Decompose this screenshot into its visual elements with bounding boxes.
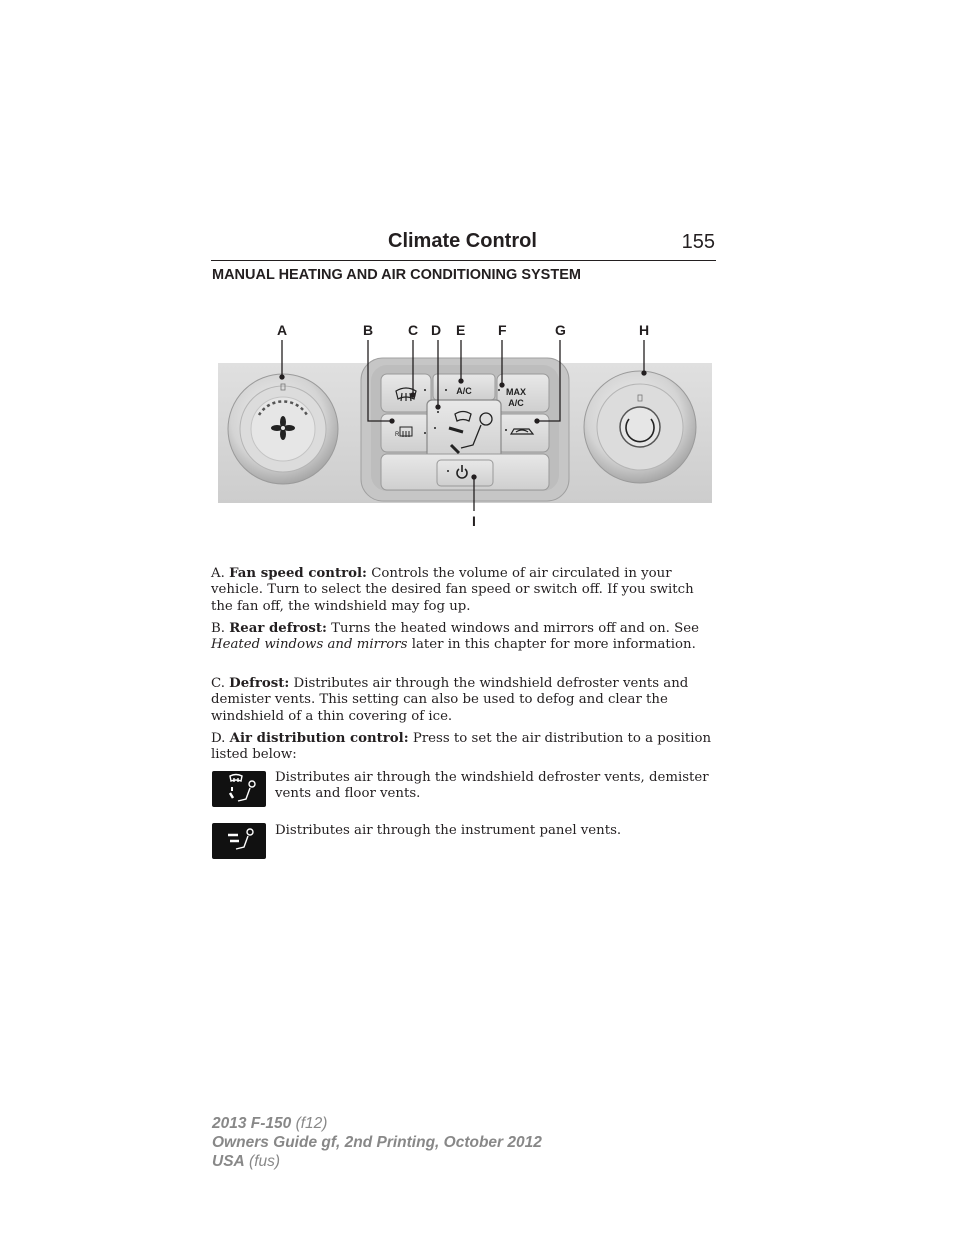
fan-speed-knob	[228, 374, 338, 484]
footer-market-code: (fus)	[249, 1153, 281, 1170]
max-ac-label-line1: MAX	[506, 387, 526, 397]
page-header	[211, 228, 716, 261]
item-fan-speed	[211, 566, 716, 615]
callout-i: I	[472, 513, 476, 529]
page-number: 155	[681, 231, 715, 253]
item-c-term: Defrost:	[229, 676, 290, 691]
panel-vent-icon	[212, 823, 266, 859]
item-rear-defrost	[211, 621, 716, 654]
callout-f: F	[498, 322, 507, 338]
mode-panel-vent-text: Distributes air through the instrument panel vents.	[275, 823, 622, 838]
footer-model-code: (f12)	[295, 1115, 328, 1132]
item-a-text: Controls the volume of air circulated in your vehicle. Turn to select the desired fan speed or switch off. If you switch the fan off, the windshield may fog up.	[211, 566, 694, 614]
footer-market: USA	[212, 1153, 245, 1170]
callout-g: G	[555, 322, 566, 338]
item-b-prefix: B.	[211, 621, 225, 636]
ac-label: A/C	[456, 386, 472, 396]
item-air-distribution	[211, 731, 716, 764]
footer-line-2: Owners Guide gf, 2nd Printing, October 2012	[212, 1134, 542, 1151]
control-panel-illustration	[211, 315, 716, 535]
section-heading: MANUAL HEATING AND AIR CONDITIONING SYSTEM	[212, 267, 581, 283]
callout-a: A	[277, 322, 288, 338]
footer-line-1	[212, 1114, 542, 1133]
callout-b: B	[363, 322, 374, 338]
callout-h: H	[639, 322, 650, 338]
item-d-text: Press to set the air distribution to a position listed below:	[211, 731, 712, 763]
climate-control-figure	[211, 315, 716, 535]
footer-line-3	[212, 1152, 542, 1171]
item-b-text-after: later in this chapter for more information.	[411, 637, 696, 653]
page-footer	[212, 1114, 542, 1171]
rear-letter: R	[395, 432, 400, 438]
power-button	[437, 460, 493, 486]
callout-c: C	[408, 322, 419, 338]
temperature-knob	[584, 371, 696, 483]
item-b-text-before: Turns the heated windows and mirrors off and on. See	[331, 621, 699, 636]
item-c-prefix: C.	[211, 676, 225, 691]
item-d-term: Air distribution control:	[229, 731, 409, 746]
item-b-term: Rear defrost:	[229, 621, 327, 636]
recirculation-button	[497, 414, 549, 452]
item-defrost	[211, 676, 716, 725]
callout-e: E	[456, 322, 466, 338]
item-a-prefix: A.	[211, 566, 225, 581]
heated-windows-link[interactable]: Heated windows and mirrors	[211, 637, 408, 653]
chapter-title: Climate Control	[388, 230, 537, 252]
item-a-term: Fan speed control:	[229, 566, 367, 581]
item-d-prefix: D.	[211, 731, 226, 746]
windshield-floor-icon	[212, 771, 266, 807]
max-ac-label-line2: A/C	[508, 398, 524, 408]
mode-windshield-floor-text: Distributes air through the windshield defroster vents, demister vents and floor vents.	[275, 770, 709, 802]
callout-d: D	[431, 322, 442, 338]
footer-model: 2013 F-150	[212, 1115, 292, 1132]
item-c-text: Distributes air through the windshield defroster vents and demister vents. This setting can also be used to defog and clear the windshield of a thin covering of ice.	[211, 676, 689, 724]
